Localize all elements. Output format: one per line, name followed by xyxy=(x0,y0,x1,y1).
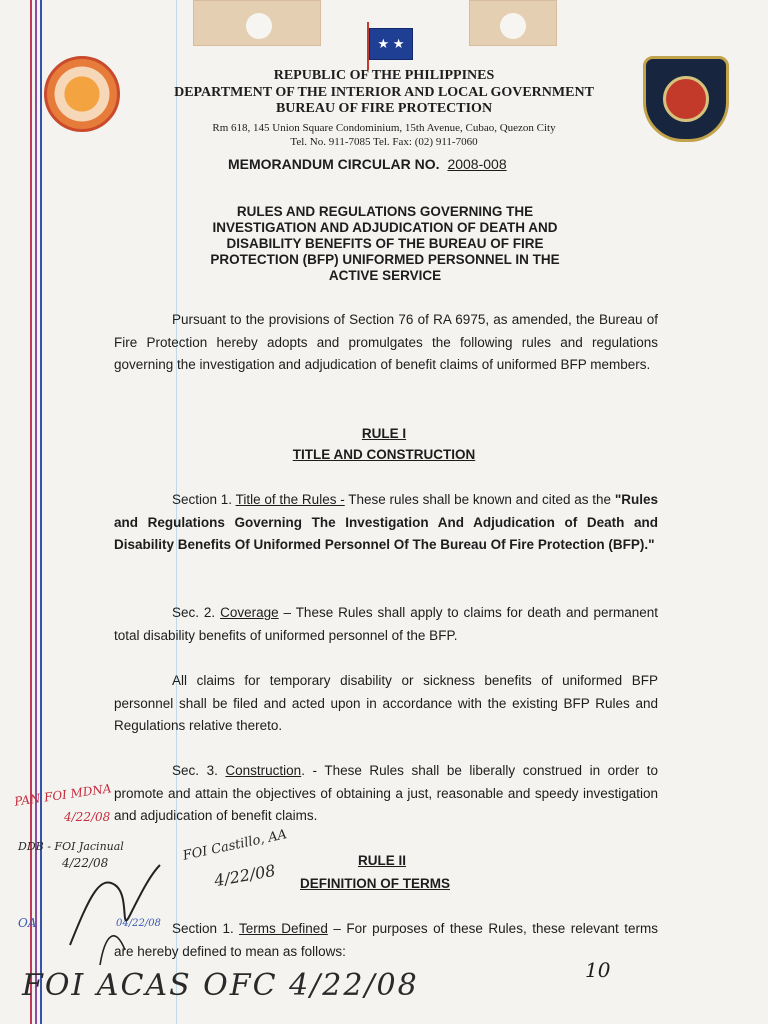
handwritten-middle-date: 4/22/08 xyxy=(212,860,277,891)
intro-paragraph: Pursuant to the provisions of Section 76 of RA 6975, as amended, the Bureau of Fire Protection hereby adopts and promulgates the following rules and regulations governing the investigation and adjudication of benefit claims of uniformed BFP members. xyxy=(114,312,658,372)
rule1-heading: RULE I xyxy=(361,426,407,441)
header-address: Rm 618, 145 Union Square Condominium, 15th Avenue, Cubao, Quezon City xyxy=(212,122,556,134)
title-line: PROTECTION (BFP) UNIFORMED PERSONNEL IN THE xyxy=(210,252,560,267)
handwritten-left-date: 4/22/08 xyxy=(62,856,109,870)
title-line: DISABILITY BENEFITS OF THE BUREAU OF FIRE xyxy=(226,236,544,251)
header-bureau: BUREAU OF FIRE PROTECTION xyxy=(275,101,493,116)
rule1-section3: Sec. 3. Construction. - These Rules shall be liberally construed in order to promote and attain the objectives of obtaining a just, reasonable and speedy investigation and adjudication of benefit claims. xyxy=(114,763,658,823)
punch-hole xyxy=(246,13,272,39)
handwritten-middle-note: FOI Castillo, AA xyxy=(181,827,289,864)
rule1-subheading: TITLE AND CONSTRUCTION xyxy=(292,447,476,462)
header-republic: REPUBLIC OF THE PHILIPPINES xyxy=(273,68,495,83)
page-number: 10 xyxy=(585,958,611,982)
rule2-subheading: DEFINITION OF TERMS xyxy=(300,876,450,891)
rule1-section1: Section 1. Title of the Rules - These rules shall be known and cited as the "Rules and Regulations Governing The Investigation And Adjudication of Death and Disability Benefits Of Uniformed Personnel Of The Bureau Of Fire Protection (BFP)." xyxy=(114,492,659,552)
handwritten-blue-note: OA xyxy=(18,916,37,930)
rule1-section2-para2: All claims for temporary disability or sickness benefits of uniformed BFP personnel shall be filed and acted upon in accordance with the existing BFP Rules and Regulations relative thereto. xyxy=(114,673,658,733)
header-department: DEPARTMENT OF THE INTERIOR AND LOCAL GOVERNMENT xyxy=(174,85,594,100)
signature-scribble xyxy=(60,855,180,975)
memo-circular xyxy=(228,156,507,172)
title-line: RULES AND REGULATIONS GOVERNING THE xyxy=(236,204,534,219)
title-line: ACTIVE SERVICE xyxy=(328,268,442,283)
title-line: INVESTIGATION AND ADJUDICATION OF DEATH AND xyxy=(212,220,558,235)
handwritten-red-note: PAN FOI MDNA xyxy=(13,781,113,809)
rule1-section2: Sec. 2. Coverage – These Rules shall apply to claims for death and permanent total disability benefits of uniformed personnel of the BFP. xyxy=(114,605,658,643)
punch-hole xyxy=(500,13,526,39)
edge-line-purple xyxy=(35,0,37,1024)
rule2-heading: RULE II xyxy=(358,853,407,868)
memo-label: MEMORANDUM CIRCULAR NO. xyxy=(228,156,440,172)
handwritten-bottom-note: FOI ACAS OFC 4/22/08 xyxy=(22,968,419,1003)
edge-line-blue xyxy=(40,0,42,1024)
flag-icon: ★ ★ xyxy=(369,28,413,60)
document-title xyxy=(150,204,620,284)
memo-number: 2008-008 xyxy=(447,156,507,172)
tape-right xyxy=(469,0,557,46)
tape-left xyxy=(193,0,321,46)
header-phone: Tel. No. 911-7085 Tel. Fax: (02) 911-7060 xyxy=(290,136,478,148)
edge-line-red xyxy=(30,0,32,1024)
handwritten-red-date: 4/22/08 xyxy=(64,810,111,824)
handwritten-left-note: DDB - FOI Jacinual xyxy=(18,840,124,853)
rule2-section1: Section 1. Terms Defined – For purposes of these Rules, these relevant terms are hereby defined to mean as follows: xyxy=(114,921,658,959)
handwritten-blue-date: 04/22/08 xyxy=(116,918,161,929)
